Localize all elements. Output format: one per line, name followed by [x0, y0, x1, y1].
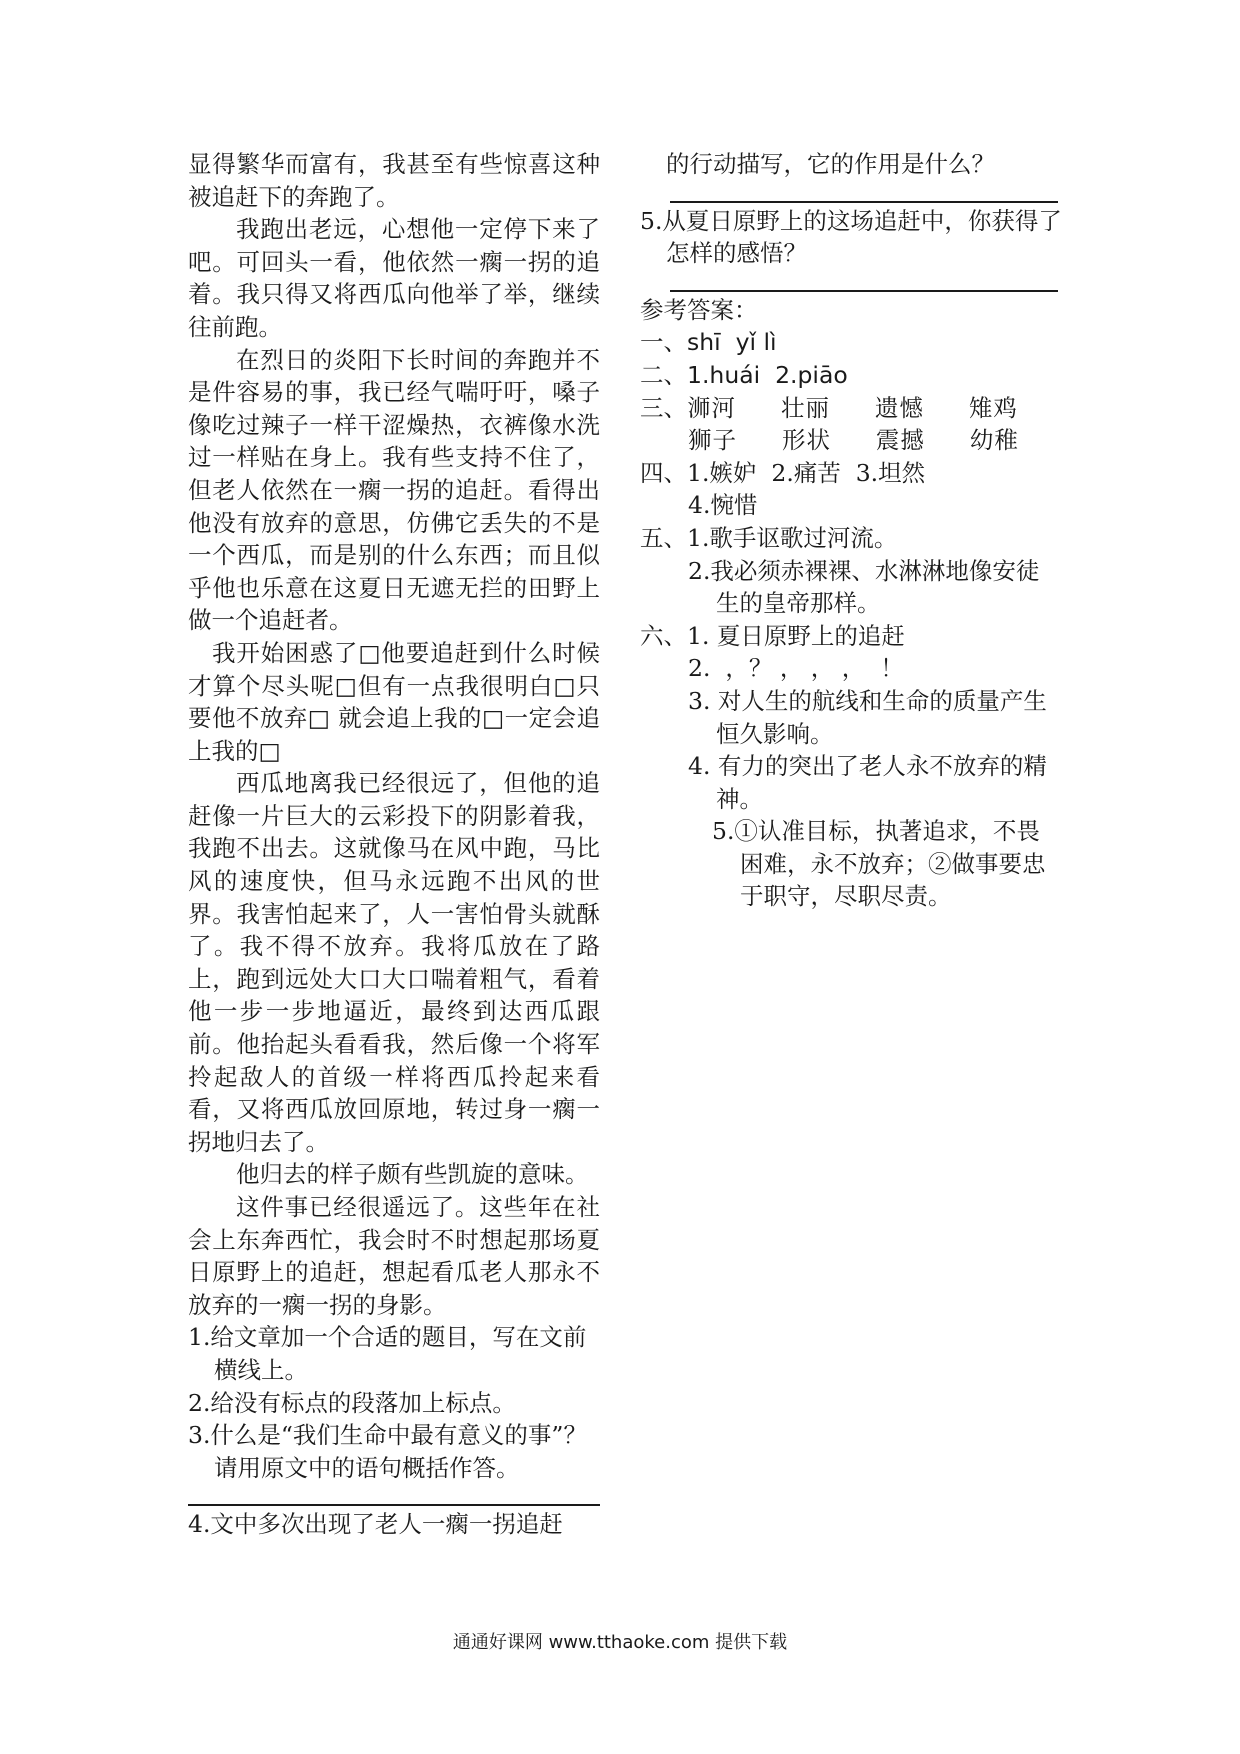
answer-5: [640, 522, 1062, 555]
right-column: [640, 148, 1062, 913]
answer-6-3: 3. 对人生的航线和生命的质量产生恒久影响。: [688, 686, 1047, 748]
answer-text: 1.歌手讴歌过河流。: [687, 523, 898, 552]
answer-label: 六、: [640, 621, 687, 650]
answer-4-line-2: 4.惋惜: [688, 491, 758, 520]
left-column: [188, 148, 600, 1541]
answer-6-2: 2. ，？ ， ， ， ！: [688, 654, 904, 683]
answer-line[interactable]: [670, 181, 1058, 203]
paragraph: 我开始困惑了□他要追赶到什么时候才算个尽头呢□但有一点我很明白□只要他不放弃□ 就会追上我的□一定会追上我的□: [188, 638, 600, 765]
answer-4: [640, 457, 1062, 490]
answer-6: [640, 620, 1062, 653]
answer-label: 四、: [640, 458, 687, 487]
paragraph: 在烈日的炎阳下长时间的奔跑并不是件容易的事，我已经气喘吁吁，嗓子像吃过辣子一样干涩燥热，衣裤像水洗过一样贴在身上。我有些支持不住了，但老人依然在一瘸一拐的追赶。看得出他没有放弃的意思，仿佛它丢失的不是一个西瓜，而是别的什么东西；而且似乎他也乐意在这夏日无遮无拦的田野上做一个追赶者。: [188, 345, 600, 635]
question-2: 2.给没有标点的段落加上标点。: [188, 1388, 516, 1417]
answers-title: 参考答案：: [640, 295, 758, 324]
page-footer: 通通好课网 www.tthaoke.com 提供下载: [452, 1632, 788, 1653]
answer-number: 5.: [712, 817, 735, 846]
question-3: 3.什么是“我们生命中最有意义的事”？请用原文中的语句概括作答。: [188, 1421, 587, 1482]
answer-text: 浉河 壮丽 遗憾 雉鸡: [687, 393, 1018, 422]
answer-2: [640, 359, 1062, 392]
answer-label: 五、: [640, 523, 687, 552]
answer-5-2: 2.我必须赤裸裸、水淋淋地像安徒生的皇帝那样。: [688, 556, 1040, 618]
answer-text: ①认准目标，执著追求，不畏困难，永不放弃；②做事要忠于职守，尽职尽责。: [734, 817, 1046, 911]
answer-6-5: [640, 815, 1062, 913]
paragraph: 我跑出老远，心想他一定停下来了吧。可回头一看，他依然一瘸一拐的追着。我只得又将西瓜向他举了举，继续往前跑。: [188, 215, 600, 341]
question-4-continued: 的行动描写，它的作用是什么？: [666, 150, 995, 178]
answer-line[interactable]: [670, 270, 1058, 292]
answer-label: 一、: [640, 328, 687, 357]
paragraph: 他归去的样子颇有些凯旋的意味。: [236, 1160, 589, 1189]
answer-line[interactable]: [188, 1484, 600, 1506]
paragraph: 显得繁华而富有，我甚至有些惊喜这种被追赶下的奔跑了。: [188, 150, 600, 211]
answer-3: [640, 392, 1062, 425]
answer-text: 1.huái 2.piāo: [687, 360, 848, 389]
question-4: 4.文中多次出现了老人一瘸一拐追赶: [188, 1510, 563, 1539]
answer-text: shī yǐ lì: [687, 328, 777, 357]
answer-label: 二、: [640, 360, 687, 389]
answer-6-4: 4. 有力的突出了老人永不放弃的精神。: [688, 752, 1047, 813]
answer-text: 1.嫉妒 2.痛苦 3.坦然: [687, 458, 926, 487]
answer-label: 三、: [640, 393, 687, 422]
answer-text: 1. 夏日原野上的追赶: [687, 621, 905, 650]
answer-1: [640, 326, 1062, 359]
question-1: 1.给文章加一个合适的题目，写在文前横线上。: [188, 1323, 587, 1384]
question-5: 5.从夏日原野上的这场追赶中，你获得了怎样的感悟？: [640, 206, 1062, 268]
answer-3-line-2: 狮子 形状 震撼 幼稚: [688, 426, 1019, 455]
paragraph: 西瓜地离我已经很远了，但他的追赶像一片巨大的云彩投下的阴影着我，我跑不出去。这就像马在风中跑，马比风的速度快，但马永远跑不出风的世界。我害怕起来了，人一害怕骨头就酥了。我不得不放弃。我将瓜放在了路上，跑到远处大口大口喘着粗气，看着他一步一步地逼近，最终到达西瓜跟前。他抬起头看看我，然后像一个将军拎起敌人的首级一样将西瓜拎起来看看，又将西瓜放回原地，转过身一瘸一拐地归去了。: [188, 769, 600, 1156]
paragraph: 这件事已经很遥远了。这些年在社会上东奔西忙，我会时不时想起那场夏日原野上的追赶，想起看瓜老人那永不放弃的一瘸一拐的身影。: [188, 1193, 600, 1319]
